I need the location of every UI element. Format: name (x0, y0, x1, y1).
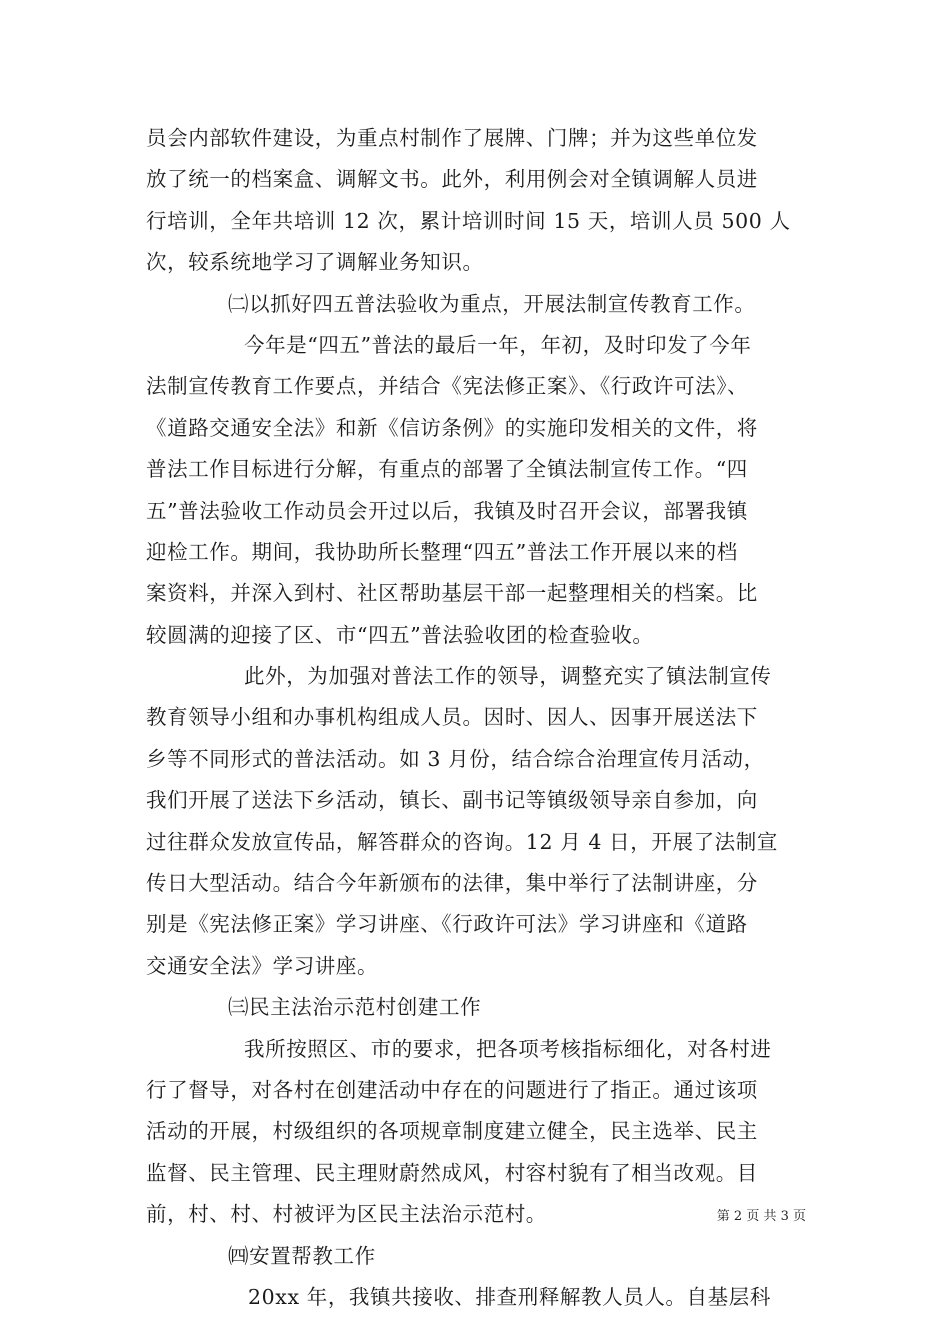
text-line: 别是《宪法修正案》学习讲座、《行政许可法》学习讲座和《道路 (146, 912, 748, 937)
text-line: 五”普法验收工作动员会开过以后，我镇及时召开会议，部署我镇 (146, 498, 748, 523)
section-heading-3: ㈢民主法治示范村创建工作 (228, 995, 482, 1020)
text-line: 《道路交通安全法》和新《信访条例》的实施印发相关的文件，将 (146, 415, 758, 440)
text-line: 员会内部软件建设，为重点村制作了展牌、门牌；并为这些单位发 (146, 126, 758, 150)
section-heading-2: ㈡以抓好四五普法验收为重点，开展法制宣传教育工作。 (228, 291, 756, 316)
text-line: 监督、民主管理、民主理财蔚然成风，村容村貌有了相当改观。目 (146, 1160, 758, 1185)
paragraph-start: 今年是“四五”普法的最后一年，年初，及时印发了今年 (244, 332, 752, 357)
text-line: 传日大型活动。结合今年新颁布的法律，集中举行了法制讲座，分 (146, 871, 758, 896)
text-line: 次，较系统地学习了调解业务知识。 (146, 250, 484, 275)
text-line: 迎检工作。期间，我协助所长整理“四五”普法工作开展以来的档 (146, 539, 738, 564)
text-line: 较圆满的迎接了区、市“四五”普法验收团的检查验收。 (146, 622, 654, 647)
page-number-footer: 第 2 页 共 3 页 (716, 1209, 806, 1224)
text-line: 活动的开展，村级组织的各项规章制度建立健全，民主选举、民主 (146, 1119, 758, 1144)
text-line: 我们开展了送法下乡活动，镇长、副书记等镇级领导亲自参加，向 (146, 788, 758, 813)
text-line: 乡等不同形式的普法活动。如 3 月份，结合综合治理宣传月活动， (146, 746, 765, 771)
text-line: 教育领导小组和办事机构组成人员。因时、因人、因事开展送法下 (146, 705, 758, 730)
text-line: 行培训，全年共培训 12 次，累计培训时间 15 天，培训人员 500 人 (146, 208, 791, 233)
paragraph-start: 20xx 年，我镇共接收、排查刑释解教人员人。自基层科 (248, 1284, 771, 1309)
text-line: 法制宣传教育工作要点，并结合《宪法修正案》、《行政许可法》、 (146, 374, 749, 399)
text-line: 案资料，并深入到村、社区帮助基层干部一起整理相关的档案。比 (146, 581, 758, 606)
text-line: 行了督导，对各村在创建活动中存在的问题进行了指正。通过该项 (146, 1077, 758, 1102)
paragraph-start: 此外，为加强对普法工作的领导，调整充实了镇法制宣传 (244, 664, 772, 689)
section-heading-4: ㈣安置帮教工作 (228, 1243, 376, 1268)
text-line: 普法工作目标进行分解，有重点的部署了全镇法制宣传工作。“四 (146, 457, 748, 482)
text-line: 交通安全法》学习讲座。 (146, 953, 379, 978)
text-line: 前，村、村、村被评为区民主法治示范村。 (146, 1202, 547, 1227)
document-body (146, 118, 806, 1318)
text-line: 放了统一的档案盒、调解文书。此外，利用例会对全镇调解人员进 (146, 167, 758, 192)
paragraph-start: 我所按照区、市的要求，把各项考核指标细化，对各村进 (244, 1036, 772, 1061)
text-line: 过往群众发放宣传品，解答群众的咨询。12 月 4 日，开展了法制宣 (146, 829, 778, 854)
